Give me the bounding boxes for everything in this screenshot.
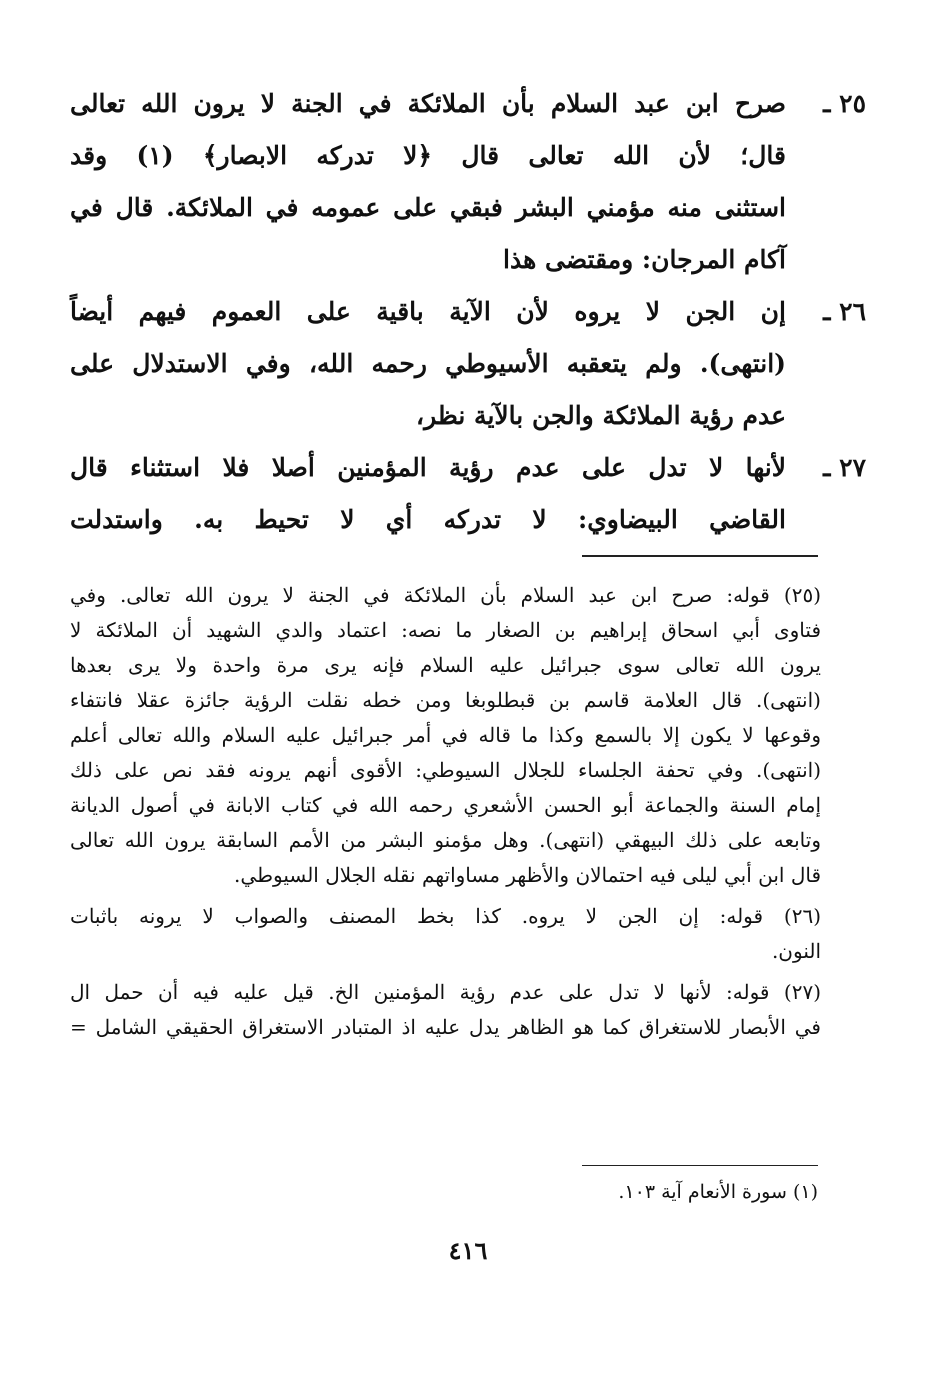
text-line: (انتهى). ولم يتعقبه الأسيوطي رحمه الله، وفي الاستدلال على: [70, 349, 786, 378]
main-text: [70, 78, 866, 546]
entry-25: [70, 78, 866, 286]
entry-number: ٢٧ ـ: [823, 453, 866, 482]
footnote: (١) سورة الأنعام آية ١٠٣.: [618, 1181, 818, 1203]
text-line: في الأبصار للاستغراق كما هو الظاهر يدل عليه اذ المتبادر الاستغراق الحقيقي الشامل =: [70, 1015, 821, 1039]
text-line: (٢٥) قوله: صرح ابن عبد السلام بأن الملائكة في الجنة لا يرون الله تعالى. وفي: [70, 583, 821, 607]
footnote-divider: [582, 1165, 818, 1166]
text-line: آكام المرجان: ومقتضى هذا: [503, 245, 786, 274]
text-line: عدم رؤية الملائكة والجن بالآية نظر،: [416, 401, 786, 430]
entry-body: [70, 286, 786, 442]
text-line: إمام السنة والجماعة أبو الحسن الأشعري رحمه الله في كتاب الابانة في أصول الديانة: [70, 793, 821, 817]
text-line: قال ابن أبي ليلى فيه احتمالان والأظهر مساواتهم نقله الجلال السيوطي.: [234, 863, 821, 887]
text-line: لأنها لا تدل على عدم رؤية المؤمنين أصلا فلا استثناء قال: [70, 453, 786, 482]
text-line: وتابعه على ذلك البيهقي (انتهى). وهل مؤمنو البشر من الأمم السابقة يرون الله تعالى: [70, 828, 821, 852]
text-line: (انتهى). وفي تحفة الجلساء للجلال السيوطي: الأقوى أنهم يرونه فقد نص على ذلك: [70, 758, 821, 782]
text-line: (انتهى). قال العلامة قاسم بن قبطلوبغا ومن خطه نقلت الرؤية جائزة عقلا فانتفاء: [70, 688, 821, 712]
section-divider: [582, 555, 818, 557]
text-line: القاضي البيضاوي: لا تدركه أي لا تحيط به. واستدلت: [70, 505, 786, 534]
text-line: استثنى منه مؤمني البشر فبقي على عمومه في الملائكة. قال في: [70, 193, 786, 222]
text-line: يرون الله تعالى سوى جبرائيل عليه السلام فإنه يرى مرة واحدة ولا يرى بعدها: [70, 653, 821, 677]
entry-26: [70, 286, 866, 442]
commentary: [70, 578, 821, 1051]
commentary-paragraph-27: [70, 975, 821, 1045]
commentary-paragraph-26: [70, 899, 821, 969]
entry-body: [70, 442, 786, 546]
text-line: وقوعها لا يكون إلا بالسمع وكذا ما قاله في أمر جبرائيل عليه السلام والله تعالى أعلم: [70, 723, 821, 747]
text-line: قال؛ لأن الله تعالى قال ﴿لا تدركه الابصار﴾ (١) وقد: [70, 141, 786, 170]
text-line: النون.: [771, 939, 821, 963]
entry-number: ٢٦ ـ: [823, 297, 866, 326]
text-line: صرح ابن عبد السلام بأن الملائكة في الجنة لا يرون الله تعالى: [70, 89, 786, 118]
commentary-paragraph-25: [70, 578, 821, 893]
entry-27: [70, 442, 866, 546]
text-line: (٢٧) قوله: لأنها لا تدل على عدم رؤية المؤمنين الخ. قيل عليه فيه أن حمل ال: [70, 980, 821, 1004]
text-line: (٢٦) قوله: إن الجن لا يروه. كذا بخط المصنف والصواب لا يرونه باثبات: [70, 904, 821, 928]
entry-body: [70, 78, 786, 286]
text-line: إن الجن لا يروه لأن الآية باقية على العموم فيهم أيضاً: [70, 297, 786, 326]
text-line: فتاوى أبي اسحاق إبراهيم بن الصغار ما نصه: اعتماد والدي الشهيد أن الملائكة لا: [70, 618, 821, 642]
entry-number: ٢٥ ـ: [823, 89, 866, 118]
page-number: ٤١٦: [448, 1236, 488, 1265]
